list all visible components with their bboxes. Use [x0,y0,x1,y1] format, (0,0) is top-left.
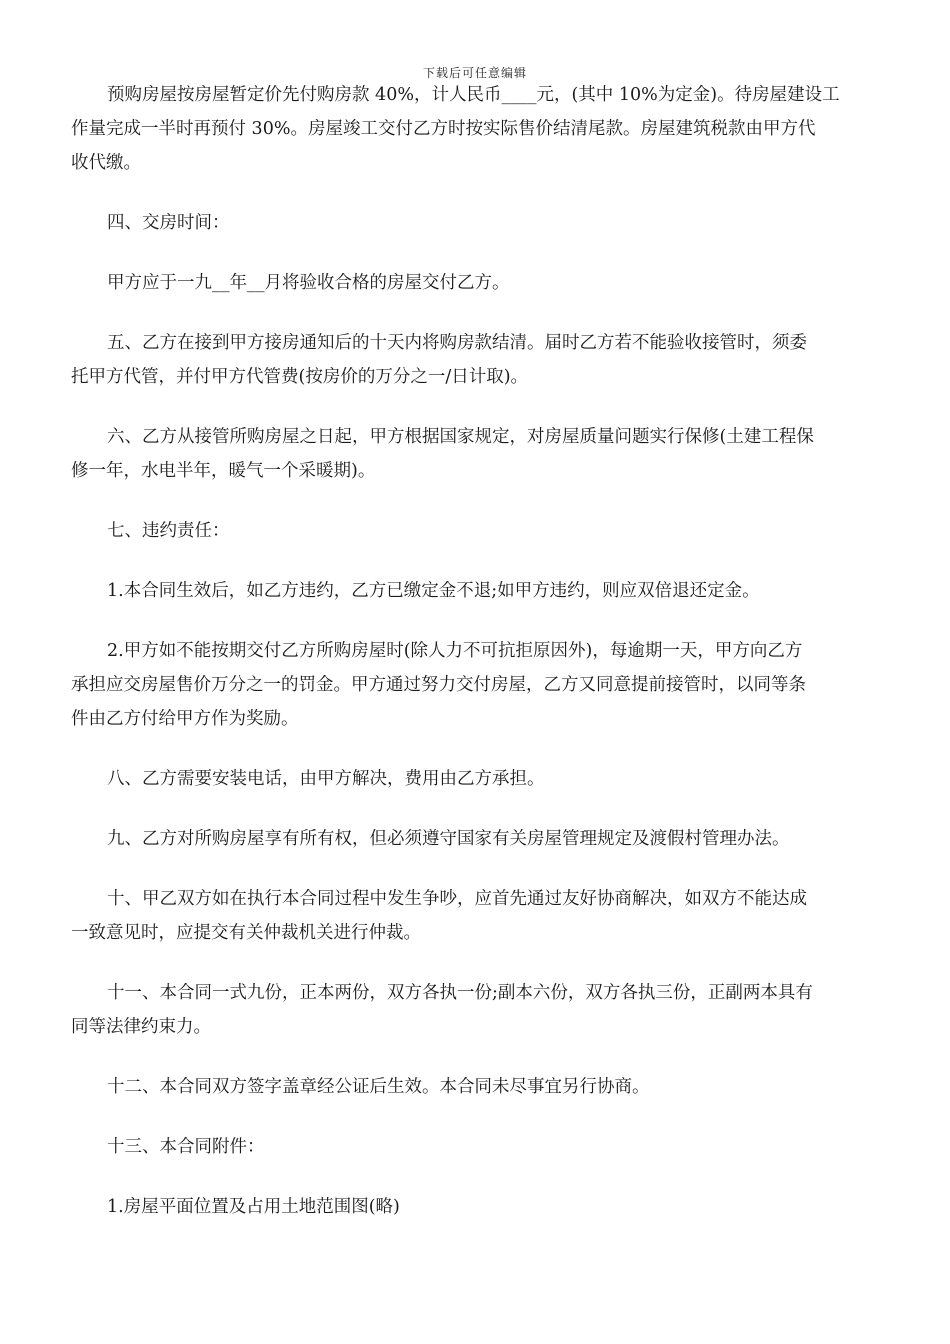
paragraph [107,514,883,548]
paragraph-line-first: 2.甲方如不能按期交付乙方所购房屋时(除人力不可抗拒原因外)，每逾期一天，甲方向乙方 [107,641,803,661]
paragraph [107,1070,883,1104]
paragraph-line-first: 九、乙方对所购房屋享有所有权，但必须遵守国家有关房屋管理规定及渡假村管理办法。 [107,829,790,849]
paragraph-line-continued: 作量完成一半时再预付 30%。房屋竣工交付乙方时按实际售价结清尾款。房屋建筑税款由甲方代 [71,119,816,139]
paragraph-line-first: 1.房屋平面位置及占用土地范围图(略) [107,1197,400,1217]
paragraph-line-first: 甲方应于一九__年__月将验收合格的房屋交付乙方。 [107,273,510,293]
paragraph-line-first: 十二、本合同双方签字盖章经公证后生效。本合同未尽事宜另行协商。 [107,1077,650,1097]
paragraph [107,1130,883,1164]
paragraph-line-continued: 同等法律约束力。 [71,1017,211,1037]
header-note: 下载后可任意编辑 [422,66,527,80]
paragraph-line-continued: 一致意见时，应提交有关仲裁机关进行仲裁。 [71,923,421,943]
paragraph-line-first: 十三、本合同附件： [107,1137,265,1157]
paragraph-line-continued: 收代缴。 [71,153,141,173]
paragraph-line-first: 六、乙方从接管所购房屋之日起，甲方根据国家规定，对房屋质量问题实行保修(土建工程保 [107,427,814,447]
paragraph-line-continued: 托甲方代管，并付甲方代管费(按房价的万分之一/日计取)。 [71,367,529,387]
paragraph-line-first: 八、乙方需要安装电话，由甲方解决，费用由乙方承担。 [107,769,545,789]
paragraph [107,266,883,300]
paragraph [71,420,883,488]
paragraph-line-continued: 修一年，水电半年，暖气一个采暖期)。 [71,461,376,481]
paragraph [71,976,883,1044]
paragraph [107,822,883,856]
paragraph [71,326,883,394]
paragraph [71,78,883,180]
paragraph-line-continued: 件由乙方付给甲方作为奖励。 [71,709,299,729]
paragraph [107,1190,883,1224]
paragraph-line-first: 七、违约责任： [107,521,230,541]
paragraph-line-first: 四、交房时间： [107,213,230,233]
paragraph [107,574,883,608]
paragraph-line-continued: 承担应交房屋售价万分之一的罚金。甲方通过努力交付房屋，乙方又同意提前接管时，以同等条 [71,675,806,695]
paragraph-line-first: 预购房屋按房屋暂定价先付购房款 40%，计人民币____元，(其中 10%为定金)。待房屋建设工 [107,85,840,105]
paragraph-line-first: 五、乙方在接到甲方接房通知后的十天内将购房款结清。届时乙方若不能验收接管时，须委 [107,333,807,353]
paragraph [107,206,883,240]
paragraph [71,882,883,950]
paragraph [107,762,883,796]
paragraph-line-first: 1.本合同生效后，如乙方违约，乙方已缴定金不退;如甲方违约，则应双倍退还定金。 [107,581,760,601]
paragraph-line-first: 十、甲乙双方如在执行本合同过程中发生争吵，应首先通过友好协商解决，如双方不能达成 [107,889,807,909]
paragraph [71,634,883,736]
document-body [71,78,883,1250]
paragraph-line-first: 十一、本合同一式九份，正本两份，双方各执一份;副本六份，双方各执三份，正副两本具有 [107,983,813,1003]
